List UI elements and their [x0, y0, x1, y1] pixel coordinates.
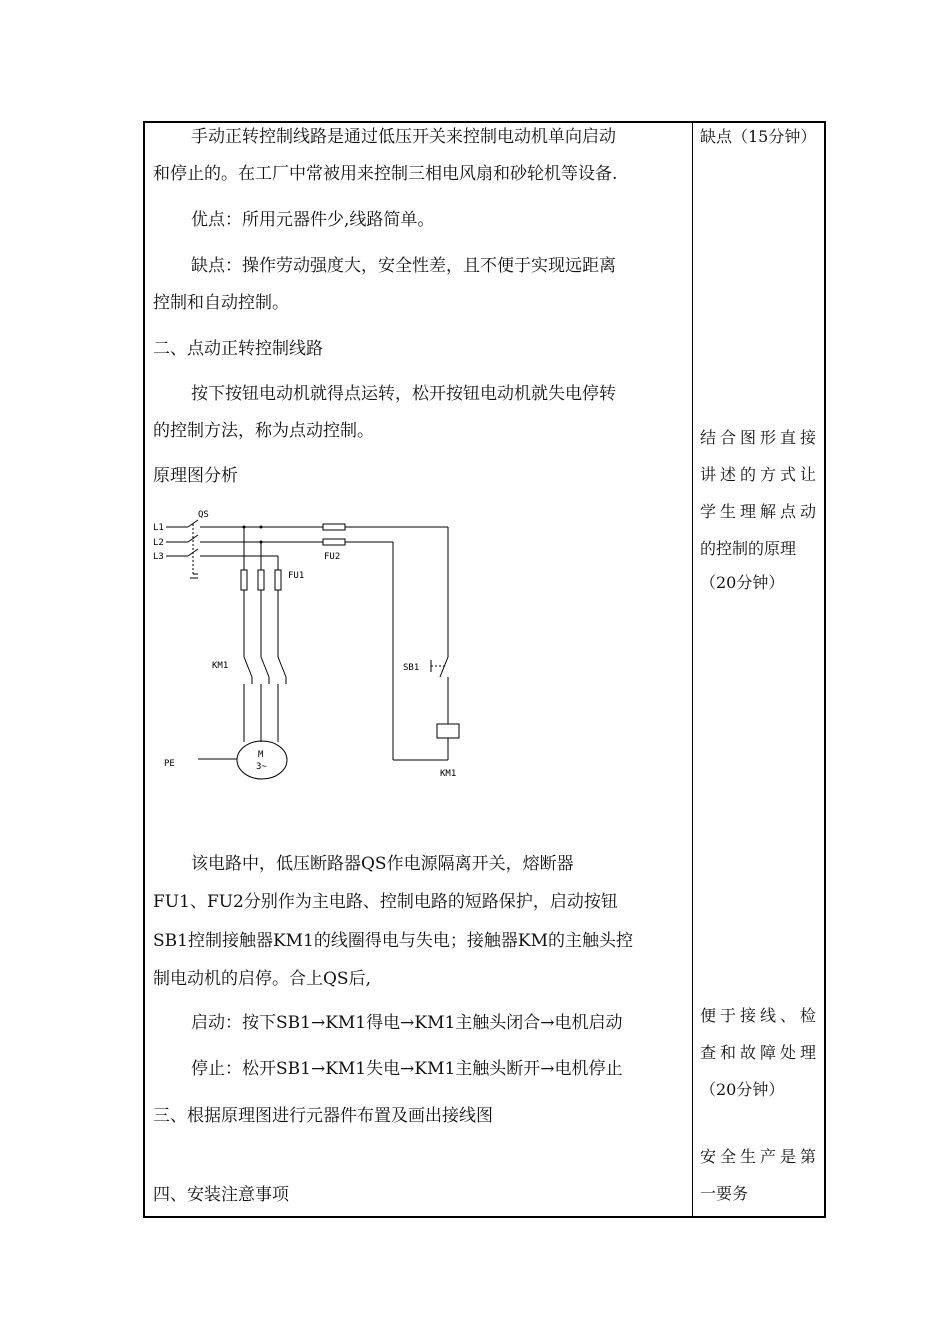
side-note2-line5: （20分钟） — [700, 573, 785, 592]
label-qs: QS — [198, 510, 209, 520]
label-l1: L1 — [153, 523, 164, 533]
side-note2-line3: 学生理解点动 — [700, 502, 816, 521]
side-note3-line3: （20分钟） — [700, 1080, 785, 1099]
para5-line1: 该电路中，低压断路器QS作电源隔离开关，熔断器 — [191, 854, 574, 874]
disadvantages-line2: 控制和自动控制。 — [153, 293, 289, 313]
para4-line1: 按下按钮电动机就得点运转，松开按钮电动机就失电停转 — [191, 384, 616, 404]
section-heading-4: 四、安装注意事项 — [153, 1185, 289, 1205]
diagram-title: 原理图分析 — [153, 466, 238, 486]
label-fu2: FU2 — [324, 552, 341, 562]
para5-line2: FU1、FU2分别作为主电路、控制电路的短路保护，启动按钮 — [153, 892, 618, 912]
label-l2: L2 — [153, 538, 164, 548]
disadvantages-line1: 缺点：操作劳动强度大，安全性差，且不便于实现远距离 — [191, 256, 616, 276]
advantages-text: 优点：所用元器件少,线路简单。 — [191, 210, 435, 230]
side-note4-line1: 安全生产是第 — [700, 1147, 816, 1166]
side-note2-line2: 讲述的方式让 — [700, 465, 816, 484]
label-km1-contacts: KM1 — [212, 661, 229, 671]
para4-line2: 的控制方法，称为点动控制。 — [153, 421, 374, 441]
column-divider — [692, 123, 693, 1216]
side-note-time-15: 缺点（15分钟） — [700, 127, 817, 146]
label-sb1: SB1 — [403, 663, 420, 673]
stop-sequence: 停止：松开SB1→KM1失电→KM1主触头断开→电机停止 — [191, 1059, 623, 1079]
label-fu1: FU1 — [288, 571, 305, 581]
label-km1-coil: KM1 — [440, 769, 457, 779]
para5-line4: 制电动机的启停。合上QS后, — [153, 969, 371, 989]
side-note2-line1: 结合图形直接 — [700, 428, 816, 447]
para1-line1: 手动正转控制线路是通过低压开关来控制电动机单向启动 — [191, 127, 616, 147]
start-sequence: 启动：按下SB1→KM1得电→KM1主触头闭合→电机启动 — [191, 1013, 623, 1033]
side-note4-line2: 一要务 — [700, 1184, 749, 1203]
label-motor-phase: 3~ — [256, 762, 267, 772]
para1-line2: 和停止的。在工厂中常被用来控制三相电风扇和砂轮机等设备. — [153, 164, 618, 184]
label-motor-m: M — [258, 750, 264, 760]
side-note3-line1: 便于接线、检 — [700, 1006, 816, 1025]
label-l3: L3 — [153, 552, 164, 562]
circuit-diagram — [148, 502, 468, 792]
label-pe: PE — [164, 759, 175, 769]
side-note2-line4: 的控制的原理 — [700, 539, 797, 558]
section-heading-3: 三、根据原理图进行元器件布置及画出接线图 — [153, 1106, 493, 1126]
para5-line3: SB1控制接触器KM1的线圈得电与失电；接触器KM的主触头控 — [153, 931, 633, 951]
section-heading-2: 二、点动正转控制线路 — [153, 339, 323, 359]
side-note3-line2: 查和故障处理 — [700, 1043, 816, 1062]
